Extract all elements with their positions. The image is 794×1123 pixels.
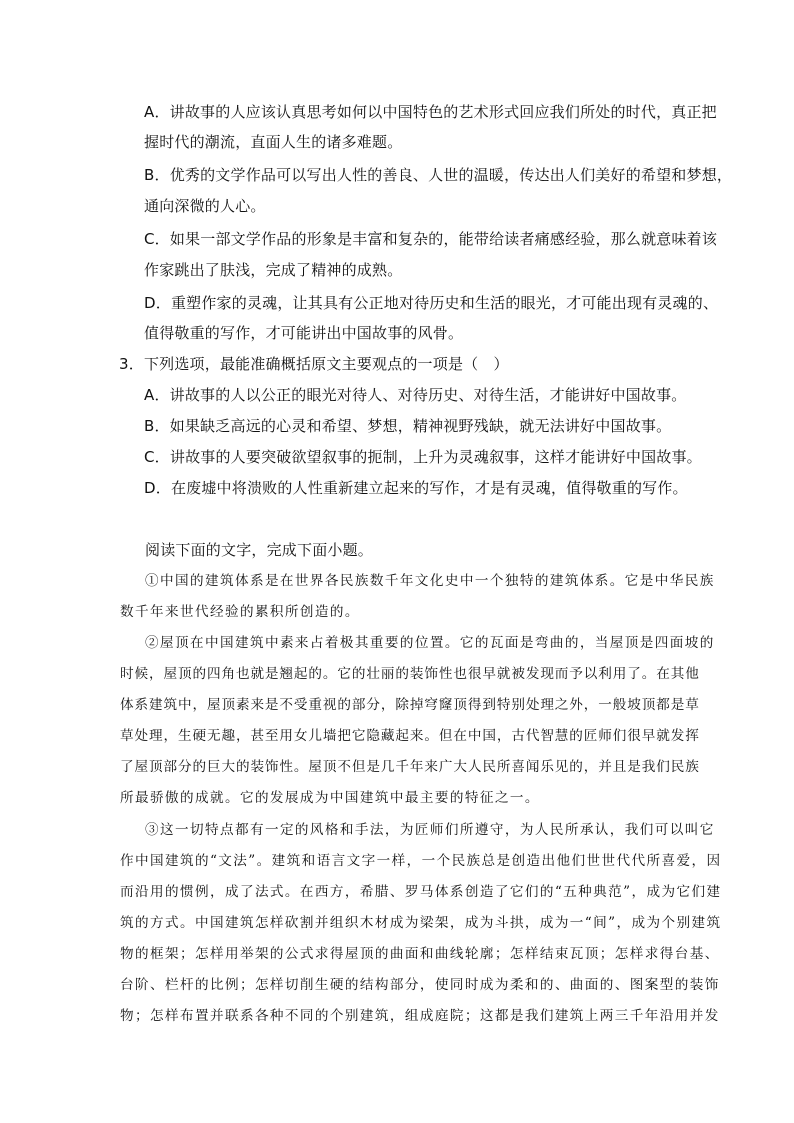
paragraph-2-line-4: 草处理，生硬无趣，甚至用女儿墙把它隐藏起来。但在中国，古代智慧的匠师们很早就发挥: [120, 728, 700, 744]
option-c-line-2: 作家跳出了肤浅，完成了精神的成熟。: [144, 261, 403, 279]
paragraph-3-line-4: 筑的方式。中国建筑怎样砍割并组织木材成为梁架，成为斗拱，成为一“间”，成为个别建筑: [120, 915, 722, 931]
paragraph-2-line-2: 时候，屋顶的四角也就是翘起的。它的壮丽的装饰性也很早就被发现而予以利用了。在其他: [120, 666, 700, 682]
paragraph-1-line-2: 数千年来世代经验的累积所创造的。: [120, 604, 360, 620]
reading-instruction: 阅读下面的文字，完成下面小题。: [145, 541, 374, 559]
paragraph-3-line-1: ③这一切特点都有一定的风格和手法，为匠师们所遵守，为人民所承认，我们可以叫它: [145, 822, 715, 838]
question-3-stem: 3．下列选项，最能准确概括原文主要观点的一项是（ ）: [119, 355, 509, 373]
paragraph-2-line-5: 了屋顶部分的巨大的装饰性。屋顶不但是几千年来广大人民所喜闻乐见的，并且是我们民族: [120, 759, 700, 775]
option-d-line-2: 值得敬重的写作，才可能讲出中国故事的风骨。: [144, 324, 464, 342]
question-3-option-c: C．讲故事的人要突破欲望叙事的扼制，上升为灵魂叙事，这样才能讲好中国故事。: [144, 448, 702, 466]
paragraph-2-line-3: 体系建筑中，屋顶素来是不受重视的部分，除掉穹窿顶得到特别处理之外，一般坡顶都是草: [120, 697, 700, 713]
paragraph-3-line-3: 而沿用的惯例，成了法式。在西方，希腊、罗马体系创造了它们的“五种典范”，成为它们建: [120, 884, 722, 900]
question-3-option-b: B．如果缺乏高远的心灵和希望、梦想，精神视野残缺，就无法讲好中国故事。: [144, 417, 672, 435]
paragraph-1-line-1: ①中国的建筑体系是在世界各民族数千年文化史中一个独特的建筑体系。它是中华民族: [145, 573, 715, 589]
paragraph-2-line-6: 所最骄傲的成就。它的发展成为中国建筑中最主要的特征之一。: [120, 790, 540, 806]
option-b-line-1: B．优秀的文学作品可以写出人性的善良、人世的温暖，传达出人们美好的希望和梦想，: [144, 166, 733, 184]
paragraph-2-line-1: ②屋顶在中国建筑中素来占着极其重要的位置。它的瓦面是弯曲的，当屋顶是四面坡的: [145, 635, 715, 651]
question-3-option-d: D．在废墟中将溃败的人性重新建立起来的写作，才是有灵魂，值得敬重的写作。: [144, 479, 688, 497]
option-a-line-2: 握时代的潮流，直面人生的诸多难题。: [144, 133, 403, 151]
paragraph-3-line-6: 台阶、栏杆的比例；怎样切削生硬的结构部分，使同时成为柔和的、曲面的、图案型的装饰: [120, 977, 720, 993]
option-a-line-1: A．讲故事的人应该认真思考如何以中国特色的艺术形式回应我们所处的时代，真正把: [144, 103, 717, 121]
option-b-line-2: 通向深微的人心。: [144, 197, 266, 215]
option-d-line-1: D．重塑作家的灵魂，让其具有公正地对待历史和生活的眼光，才可能出现有灵魂的、: [144, 294, 719, 312]
question-3-option-a: A．讲故事的人以公正的眼光对待人、对待历史、对待生活，才能讲好中国故事。: [144, 386, 687, 404]
option-c-line-1: C．如果一部文学作品的形象是丰富和复杂的，能带给读者痛感经验，那么就意味着该: [144, 230, 718, 248]
paragraph-3-line-7: 物；怎样布置并联系各种不同的个别建筑，组成庭院；这都是我们建筑上两三千年沿用并发: [120, 1008, 720, 1024]
paragraph-3-line-2: 作中国建筑的“文法”。建筑和语言文字一样，一个民族总是创造出他们世世代代所喜爱，因: [120, 853, 722, 869]
paragraph-3-line-5: 物的框架；怎样用举架的公式求得屋顶的曲面和曲线轮廓；怎样结束瓦顶；怎样求得台基、: [120, 946, 720, 962]
